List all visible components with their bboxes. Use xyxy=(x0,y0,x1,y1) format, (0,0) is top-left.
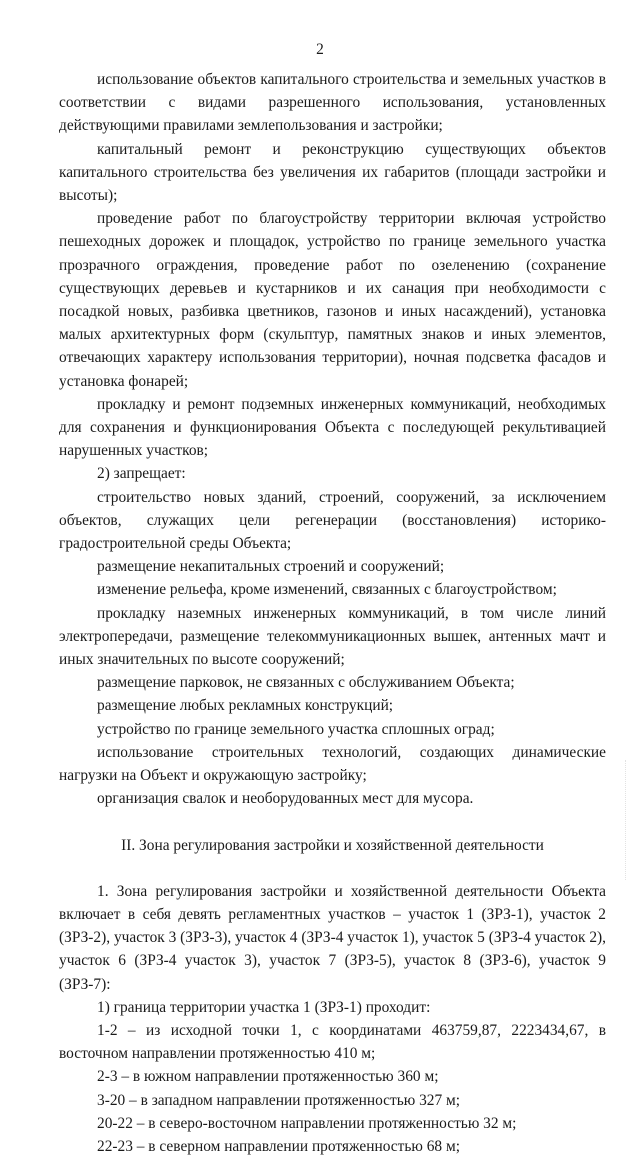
paragraph: 1) граница территории участка 1 (ЗРЗ-1) проходит: xyxy=(97,998,431,1016)
paragraph: 20-22 – в северо-восточном направлении протяженностью 32 м; xyxy=(97,1114,517,1132)
paragraph: строительство новых зданий, строений, сооружений, за исключением объектов, служащих цели регенерации (восстановления) историко-градостроительной среды Объекта; xyxy=(59,488,606,553)
paragraph: 1. Зона регулирования застройки и хозяйственной деятельности Объекта включает в себя девять регламентных участков – участок 1 (ЗРЗ-1), участок 2 (ЗРЗ-2), участок 3 (ЗРЗ-3), участок 4 (ЗРЗ-4 участок 1), участок 5 (ЗРЗ-4 участок 2), участок 6 (ЗРЗ-4 участок 3), участок 7 (ЗРЗ-5), участок 8 (ЗРЗ-6), участок 9 (ЗРЗ-7): xyxy=(59,882,606,993)
paragraph: 3-20 – в западном направлении протяженностью 327 м; xyxy=(97,1091,461,1109)
paragraph: 1-2 – из исходной точки 1, с координатами 463759,87, 2223434,67, в восточном направлении протяженностью 410 м; xyxy=(59,1021,606,1063)
paragraph: изменение рельефа, кроме изменений, связанных с благоустройством; xyxy=(97,581,557,599)
blank-line xyxy=(59,811,606,834)
paragraph: размещение парковок, не связанных с обслуживанием Объекта; xyxy=(97,674,515,692)
paragraph: 22-23 – в северном направлении протяженностью 68 м; xyxy=(97,1137,460,1155)
paragraph: устройство по границе земельного участка сплошных оград; xyxy=(97,720,495,738)
paragraph: прокладку наземных инженерных коммуникаций, в том числе линий электропередачи, размещение телекоммуникационных вышек, антенных мачт и иных значительных по высоте сооружений; xyxy=(59,604,606,669)
paragraph: прокладку и ремонт подземных инженерных коммуникаций, необходимых для сохранения и функционирования Объекта с последующей рекультивацией нарушенных участков; xyxy=(59,395,606,460)
document-body xyxy=(59,68,606,1158)
paragraph: размещение некапитальных строений и сооружений; xyxy=(97,558,445,576)
paragraph: размещение любых рекламных конструкций; xyxy=(97,697,394,715)
blank-line xyxy=(59,857,606,880)
page-number: 2 xyxy=(316,41,324,58)
paragraph: использование объектов капитального строительства и земельных участков в соответствии с видами разрешенного использования, установленных действующими правилами землепользования и застройки; xyxy=(59,71,606,135)
paragraph: 2-3 – в южном направлении протяженностью 360 м; xyxy=(97,1068,439,1086)
paragraph: организация свалок и необорудованных мест для мусора. xyxy=(97,790,474,808)
paragraph: использование строительных технологий, создающих динамические нагрузки на Объект и окружающую застройку; xyxy=(59,743,606,785)
paragraph: капитальный ремонт и реконструкцию существующих объектов капитального строительства без увеличения их габаритов (площади застройки и высоты); xyxy=(59,140,606,205)
section-heading: II. Зона регулирования застройки и хозяйственной деятельности xyxy=(121,836,544,854)
paragraph: проведение работ по благоустройству территории включая устройство пешеходных дорожек и площадок, устройство по границе земельного участка прозрачного ограждения, проведение работ по озеленению (сохранение существующих деревьев и кустарников и их санация при необходимости с посадкой новых, разбивка цветников, газонов и иных насаждений), установка малых архитектурных форм (скульптур, памятных знаков и иных элементов, отвечающих характеру использования территории), ночная подсветка фасадов и установка фонарей; xyxy=(59,210,606,390)
scan-artifact xyxy=(625,760,628,880)
paragraph: 2) запрещает: xyxy=(97,465,186,483)
